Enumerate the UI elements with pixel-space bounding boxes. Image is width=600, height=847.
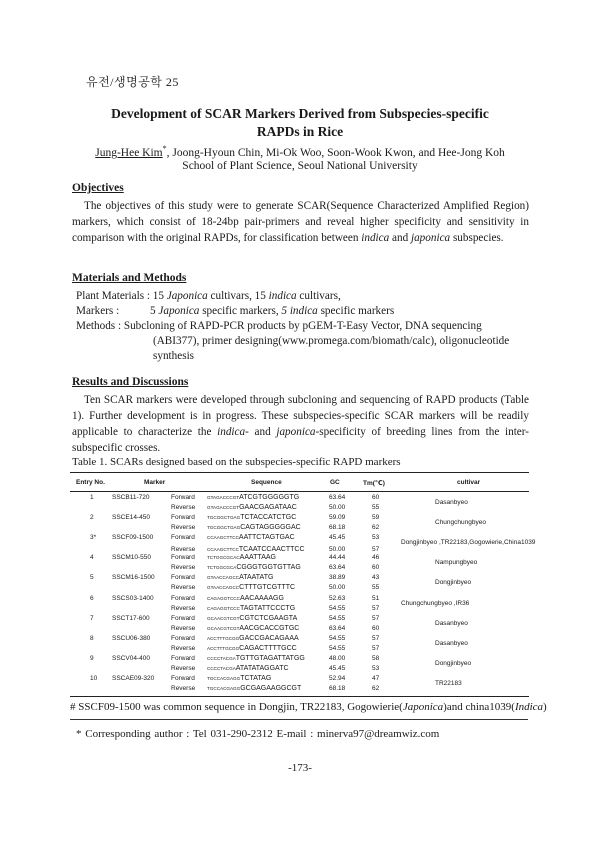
col-entry: Entry No. [76, 479, 105, 486]
sequence-prefix: GTAACCAGCC [207, 575, 240, 581]
table-cultivar: Dongjinbyeo ,TR22183,Gogowierie,China1039 [401, 539, 536, 547]
table-marker: SSCE14-450 [112, 514, 150, 522]
table-tm: 58 [372, 654, 380, 662]
table-direction: Reverse [171, 504, 196, 512]
table-cultivar: Dasanbyeo [435, 619, 468, 627]
page-number: -173- [288, 762, 312, 774]
table-tm: 57 [372, 634, 380, 642]
table-tm: 60 [372, 624, 380, 632]
table-gc: 50.00 [329, 584, 346, 592]
table-sequence [207, 534, 295, 541]
sequence-main: CGGGTGGTGTTAG [236, 564, 301, 572]
sequence-main: ATAATATG [239, 574, 274, 582]
results-heading: Results and Discussions [72, 376, 189, 388]
sequence-main: ATATATAGGATC [235, 664, 289, 672]
col-marker: Marker [144, 479, 166, 486]
sequence-main: GCGAGAAGGCGT [240, 684, 302, 692]
table-tm: 55 [372, 504, 380, 512]
paper-title-line1: Development of SCAR Markers Derived from Subspecies-specific [111, 106, 489, 121]
table-gc: 50.00 [329, 504, 346, 512]
sequence-prefix: TGCCACGAGG [207, 685, 241, 691]
plant-materials: Plant Materials : 15 Japonica cultivars, 15 indica cultivars, [76, 290, 341, 302]
other-authors: , Joong-Hyoun Chin, Mi-Ok Woo, Soon-Wook Kwon, and Hee-Jong Koh [166, 146, 505, 159]
sequence-main: TCTACCATCTGC [240, 514, 297, 522]
table-sequence [207, 625, 299, 632]
sequence-main: CAGACTTTTGCC [239, 644, 297, 652]
table-bottom-rule [70, 696, 529, 697]
table-tm: 60 [372, 564, 380, 572]
sequence-prefix: CAGAGGTCCC [207, 605, 240, 611]
table-direction: Reverse [171, 684, 196, 692]
sequence-main: CTTTGTCGTTTC [239, 584, 296, 592]
table-entry-no: 6 [90, 594, 94, 602]
table-cultivar: Chungchungbyeo ,IR36 [401, 599, 470, 607]
table-sequence [207, 514, 296, 521]
table-gc: 52.63 [329, 594, 346, 602]
sequence-main: TGTTGTAGATTATGG [235, 654, 305, 662]
table-direction: Reverse [171, 546, 196, 554]
sequence-prefix: TGCGGCTGAG [207, 525, 241, 531]
affiliation: School of Plant Science, Seoul National University [182, 160, 418, 172]
sequence-prefix: ACCTTTGCGG [207, 645, 240, 651]
table-tm: 43 [372, 574, 380, 582]
table-gc: 54.55 [329, 634, 346, 642]
methods-line: Methods : Subcloning of RAPD-PCR products by pGEM-T-Easy Vector, DNA sequencing [76, 320, 482, 332]
table-marker: SSCV04-400 [112, 654, 150, 662]
table-sequence [207, 546, 305, 553]
table-gc: 50.00 [329, 546, 346, 554]
table-direction: Forward [171, 614, 195, 622]
methods-line-3: synthesis [153, 350, 195, 362]
table-entry-no: 8 [90, 634, 94, 642]
table-entry-no: 2 [90, 514, 94, 522]
table-direction: Forward [171, 534, 195, 542]
table-entry-no: 1 [90, 494, 94, 501]
table-tm: 53 [372, 534, 380, 542]
table-entry-no: 10 [90, 674, 98, 682]
sequence-prefix: TCTGGCGCAC [207, 555, 240, 561]
table-tm: 62 [372, 524, 380, 532]
table-gc: 59.09 [329, 514, 346, 522]
table-direction: Reverse [171, 624, 196, 632]
table-gc: 63.64 [329, 624, 346, 632]
table-caption: Table 1. SCARs designed based on the subspecies-specific RAPD markers [72, 456, 401, 468]
table-gc: 48.00 [329, 654, 346, 662]
table-sequence [207, 584, 295, 591]
table-marker: SSCAE09-320 [112, 674, 155, 682]
table-gc: 54.55 [329, 604, 346, 612]
markers-line: Markers : 5 Japonica specific markers, 5 indica specific markers [76, 305, 395, 317]
table-tm: 47 [372, 674, 380, 682]
table-header-rule [70, 491, 529, 492]
table-gc: 52.94 [329, 674, 346, 682]
table-tm: 62 [372, 684, 380, 692]
table-direction: Forward [171, 654, 195, 662]
table-cultivar: Dongjinbyeo [435, 659, 472, 667]
col-gc: GC [330, 479, 340, 486]
table-tm: 60 [372, 494, 380, 501]
table-sequence [207, 675, 271, 682]
table-cultivar: Dongjinbyeo [435, 579, 472, 587]
table-entry-no: 7 [90, 614, 94, 622]
table-cultivar: Dasanbyeo [435, 639, 468, 647]
section-label: 유전/생명공학 25 [86, 75, 179, 89]
sequence-prefix: CCCCTACGA [207, 655, 236, 661]
table-sequence [207, 635, 299, 642]
col-sequence: Sequence [251, 479, 282, 486]
sequence-main: ATCGTGGGGGTG [239, 494, 300, 501]
table-tm: 51 [372, 594, 380, 602]
table-cultivar: TR22183 [435, 679, 462, 687]
objectives-heading: Objectives [72, 182, 124, 194]
table-top-rule [70, 472, 529, 473]
table-marker: SSCM16-1500 [112, 574, 155, 582]
footnote-separator [70, 719, 528, 720]
table-sequence [207, 645, 297, 652]
table-direction: Forward [171, 574, 195, 582]
table-marker: SSCU06-380 [112, 634, 151, 642]
authors [60, 144, 540, 159]
first-author: Jung-Hee Kim [95, 146, 163, 159]
table-sequence [207, 615, 297, 622]
table-gc: 63.64 [329, 494, 346, 501]
sequence-main: GACCGACAGAAA [239, 634, 299, 642]
sequence-main: CGTCTCGAAGTA [239, 614, 298, 622]
objectives-text: The objectives of this study were to generate SCAR(Sequence Characterized Amplified Region) markers, which consist of 18-24bp pair-primers and reveal higher specificity and sensitivity in comparison with the original RAPDs, for classification between indica and japonica subspecies. [72, 200, 529, 244]
sequence-prefix: GTAACCAGCC [207, 585, 240, 591]
col-cultivar: cultivar [457, 479, 481, 486]
sequence-prefix: GCAACGTCGT [207, 625, 240, 631]
sequence-main: CAGTAGGGGGAC [240, 524, 301, 532]
table-direction: Forward [171, 594, 195, 602]
sequence-prefix: TGCCACGAGG [207, 675, 241, 681]
table-cultivar: Chungchungbyeo [435, 519, 486, 527]
table-direction: Reverse [171, 584, 196, 592]
table-direction: Forward [171, 554, 195, 562]
table-tm: 57 [372, 614, 380, 622]
table-gc: 54.55 [329, 644, 346, 652]
table-tm: 55 [372, 584, 380, 592]
sequence-prefix: ACCTTTGCGG [207, 635, 240, 641]
table-tm: 59 [372, 514, 380, 522]
table-sequence [207, 524, 301, 531]
table-entry-no: 4 [90, 554, 94, 562]
table-direction: Forward [171, 634, 195, 642]
table-direction: Reverse [171, 604, 196, 612]
table-tm: 57 [372, 604, 380, 612]
paper-title-line2: RAPDs in Rice [256, 124, 344, 139]
table-gc: 68.18 [329, 684, 346, 692]
sequence-main: AAATTAAG [239, 554, 276, 562]
table-entry-no: 3* [90, 534, 97, 542]
table-entry-no: 9 [90, 654, 94, 662]
table-sequence [207, 595, 284, 602]
table-marker: SSCF09-1500 [112, 534, 154, 542]
sequence-prefix: GTAGACCCGT [207, 505, 240, 511]
table-footnote: # SSCF09-1500 was common sequence in Dongjin, TR22183, Gogowierie(Japonica)and china1039(Indica) [70, 701, 547, 713]
table-gc: 44.44 [329, 554, 346, 562]
table-direction: Reverse [171, 664, 196, 672]
table-cultivar: Nampungbyeo [435, 559, 478, 567]
sequence-main: TCTATAG [240, 674, 272, 682]
table-sequence [207, 574, 273, 581]
table-sequence [207, 605, 295, 612]
table-sequence [207, 494, 299, 501]
col-tm: Tm(℃) [363, 480, 385, 487]
table-direction: Forward [171, 514, 195, 522]
sequence-prefix: TGCGGCTGAG [207, 515, 241, 521]
table-gc: 54.55 [329, 614, 346, 622]
sequence-main: AACAAAAGG [239, 594, 284, 602]
sequence-prefix: TCTGGCGCA [207, 565, 237, 571]
table-gc: 38.89 [329, 574, 346, 582]
sequence-prefix: GCAACGTCGT [207, 615, 240, 621]
corresponding-author: * Corresponding author : Tel 031-290-2312 E-mail : minerva97@dreamwiz.com [76, 728, 440, 740]
corresponding-mark: * [162, 144, 167, 153]
table-sequence [207, 504, 297, 511]
sequence-prefix: CCAAGCTTCC [207, 547, 239, 553]
methods-heading: Materials and Methods [72, 272, 187, 284]
sequence-prefix: CAGAGGTCCC [207, 595, 240, 601]
table-marker: SSCS03-1400 [112, 594, 154, 602]
sequence-prefix: CCAAGCTTCC [207, 535, 239, 541]
table-direction: Reverse [171, 644, 196, 652]
table-marker: SSCB11-720 [112, 494, 150, 501]
sequence-prefix: CCCCTACGA [207, 665, 236, 671]
sequence-main: AATTCTAGTGAC [238, 534, 295, 542]
table-sequence [207, 554, 276, 561]
sequence-main: AACGCACCGTGC [239, 624, 300, 632]
table-cultivar: Dasanbyeo [435, 499, 468, 507]
table-gc: 45.45 [329, 534, 346, 542]
methods-line-2: (ABI377), primer designing(www.promega.com/biomath/calc), oligonucleotide [153, 335, 510, 347]
table-tm: 53 [372, 664, 380, 672]
table-direction: Reverse [171, 524, 196, 532]
table-tm: 46 [372, 554, 380, 562]
results-text: Ten SCAR markers were developed through subcloning and sequencing of RAPD products (Table 1). Further development is in progress. These subspecies-specific SCAR markers will be readily applicable to characterize the indica- and japonica-specificity of breeding lines from the inter-subspecific crosses. [72, 394, 529, 454]
table-marker: SSCM10-550 [112, 554, 152, 562]
table-direction: Forward [171, 494, 195, 501]
table-sequence [207, 665, 289, 672]
sequence-main: TCAATCCAACTTCC [238, 546, 305, 554]
table-gc: 68.18 [329, 524, 346, 532]
table-direction: Reverse [171, 564, 196, 572]
table-tm: 57 [372, 546, 380, 554]
table-tm: 57 [372, 644, 380, 652]
table-gc: 45.45 [329, 664, 346, 672]
table-direction: Forward [171, 674, 195, 682]
sequence-main: GAACGAGATAAC [239, 504, 297, 512]
sequence-prefix: GTAGACCCGT [207, 495, 240, 500]
table-gc: 63.64 [329, 564, 346, 572]
table-marker: SSCT17-600 [112, 614, 150, 622]
table-sequence [207, 685, 301, 692]
table-entry-no: 5 [90, 574, 94, 582]
sequence-main: TAGTATTCCCTG [239, 604, 296, 612]
table-sequence [207, 655, 305, 662]
table-sequence [207, 564, 301, 571]
